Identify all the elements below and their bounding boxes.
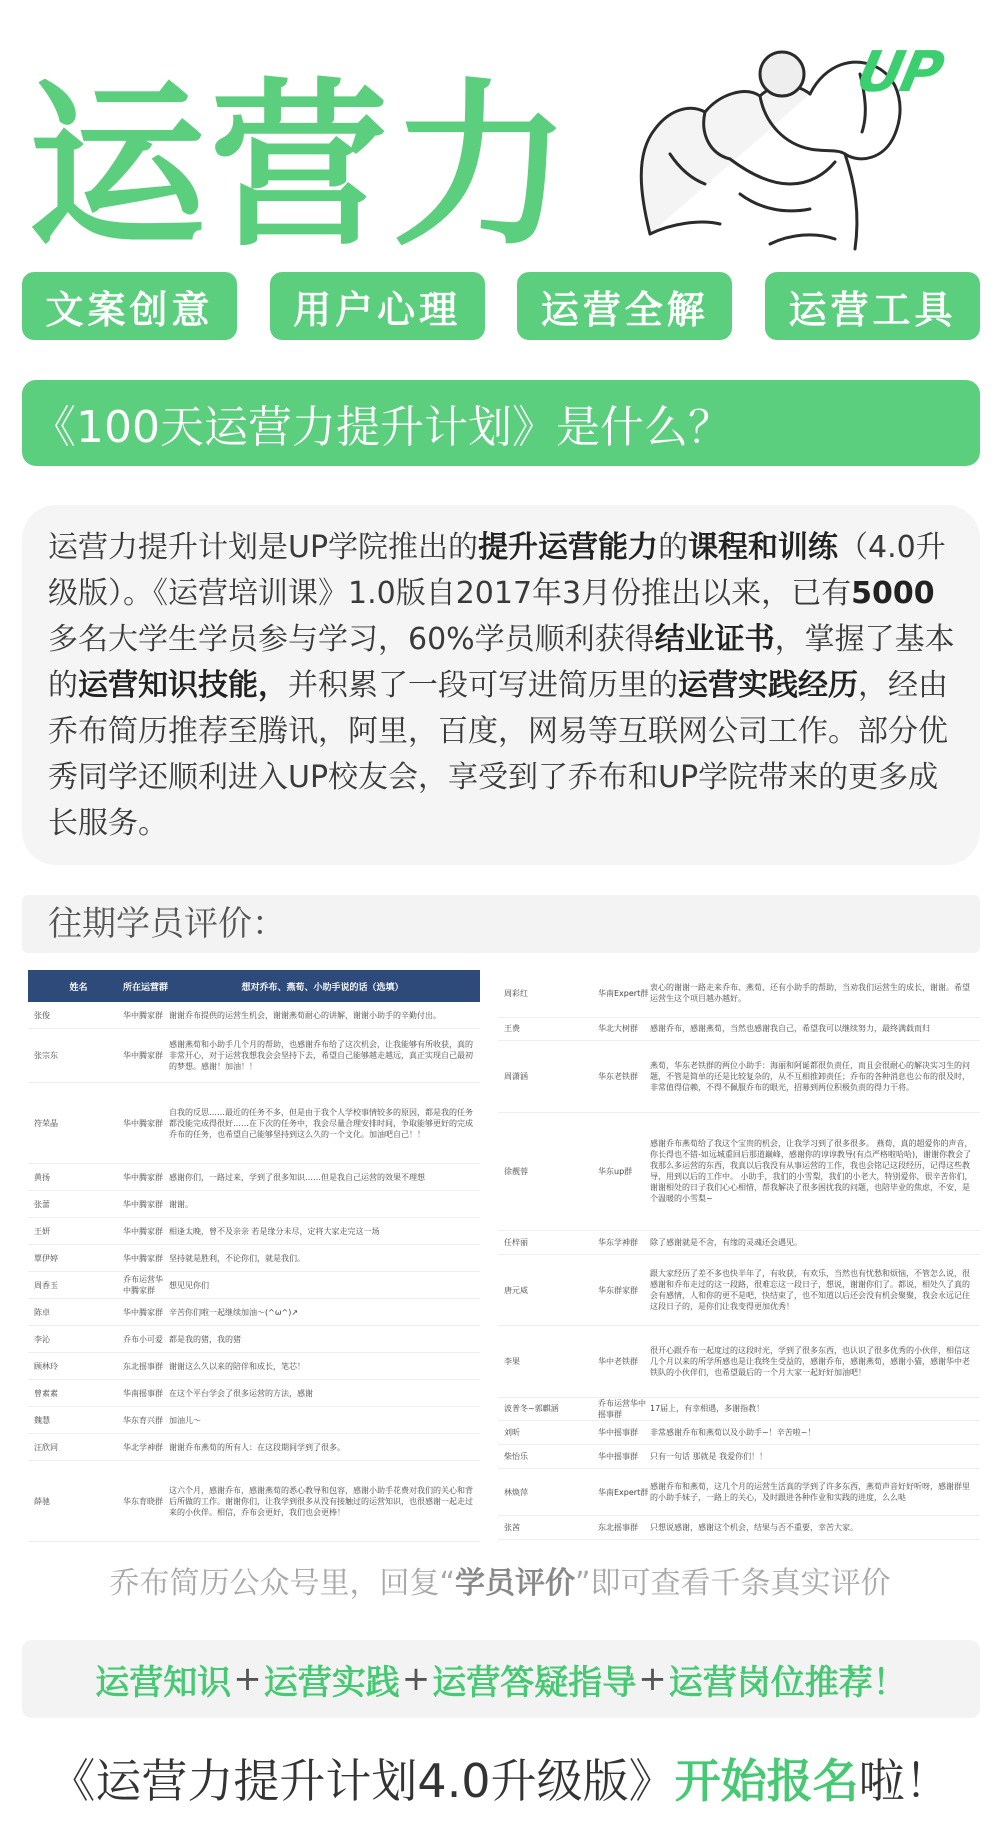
review-message: 感谢你们，一路过来，学到了很多知识……但是我自己运营的效果不理想 <box>169 1172 425 1182</box>
table-row <box>498 1469 980 1517</box>
table-row <box>28 1272 480 1299</box>
intro-text-segment: （4.0升级版）。《运营培训课》1.0版自2017年3月份推出以来，已有 <box>48 530 946 611</box>
review-name: 王费 <box>504 1024 520 1034</box>
review-message: 感谢乔布燕荀给了我这个宝贵的机会，让我学习到了很多很多。 燕荀，真的超爱你的声音，你长得也不错-如远城重回后那道巅峰，感谢你的谆谆教导(有点严格啦哈哈)，谢谢你教会了我那么多运营的东西，我真以后我没有从事运营的工作，我也会铭记这段经历，记得这些教导，用到以后的工作中。 小助手，我们的小雪梨，我们的小老大，特别爱你，很辛苦你们，谢谢相处的日子我们心心相惜，帮我解决了很多困扰我的问题，也陪毕业的焦虑，不安，是个温暖的小雪梨~ <box>650 1139 973 1204</box>
review-name: 周彩红 <box>504 988 528 998</box>
review-group: 华南摇事群 <box>123 1388 163 1398</box>
table-row <box>28 1326 480 1353</box>
table-row <box>28 1218 480 1245</box>
table-row <box>498 1326 980 1397</box>
tag-copywriting: 文案创意 <box>22 272 237 340</box>
review-message: 感谢燕荀和小助手几个月的帮助，也感谢乔布给了这次机会，让我能够有所收获，真的非常开心，对于运营我想我会会坚持下去，希望自己能够越走越远，真正实现自己最初的梦想。感谢！加油！！ <box>169 1040 473 1071</box>
feature-separator: + <box>233 1659 262 1699</box>
review-name: 李果 <box>504 1356 520 1366</box>
review-group: 乔布小可爱 <box>123 1334 163 1344</box>
feature-job-referral: 运营岗位推荐！ <box>668 1662 907 1703</box>
review-message: 谢谢乔布提供的运营生机会，谢谢燕荀耐心的讲解，谢谢小助手的辛勤付出。 <box>169 1010 441 1020</box>
review-name: 林焕萍 <box>504 1487 528 1497</box>
review-name: 曾素素 <box>34 1388 58 1398</box>
review-group: 华东学神群 <box>598 1238 638 1248</box>
up-logo: UP <box>851 40 948 105</box>
table-row <box>28 1245 480 1272</box>
review-group: 华北大树群 <box>598 1024 638 1034</box>
header-name: 姓名 <box>69 982 88 993</box>
review-message: 感谢乔布和燕荀，这几个月的运营生活真的学到了许多东西，燕荀声音好好听呀，感谢群里的小助手妹子，一路上的关心，及时跟进各种作业和实践的进度，么么哒 <box>650 1482 970 1502</box>
intro-bold-segment: 课程和训练 <box>688 530 839 565</box>
review-group: 华中腾家群 <box>123 1172 163 1182</box>
feature-separator: + <box>638 1659 667 1699</box>
table-row <box>28 1461 480 1542</box>
review-name: 唐元威 <box>504 1285 528 1295</box>
review-name: 柴怡乐 <box>504 1451 528 1461</box>
intro-text-segment: 运营力提升计划是UP学院推出的 <box>48 530 479 565</box>
review-group: 东北摇事群 <box>123 1361 163 1371</box>
review-message: 谢谢这么久以来的陪伴和成长，笔芯！ <box>169 1361 305 1371</box>
review-name: 刘昕 <box>504 1428 520 1438</box>
closing-line <box>0 1745 1000 1811</box>
intro-bold-segment: 运营知识技能， <box>78 668 288 703</box>
review-message: 只有一句话 那就是 我爱你们！！ <box>650 1451 768 1461</box>
review-message: 感谢乔布，感谢燕荀，当然也感谢我自己，希望我可以继续努力，最终满载而归 <box>650 1024 930 1034</box>
table-row <box>498 1018 980 1042</box>
header-group: 所在运营群 <box>123 982 169 993</box>
table-row <box>28 1380 480 1407</box>
review-name: 周香玉 <box>34 1280 58 1290</box>
review-group: 华中摇事群 <box>598 1428 638 1438</box>
intro-bold-segment: 5000 <box>851 576 935 611</box>
review-name: 汪欣同 <box>34 1442 58 1452</box>
wechat-note-keyword: 学员评价 <box>455 1566 575 1601</box>
review-name: 薛驰 <box>34 1496 50 1506</box>
review-group: 华东up群 <box>598 1166 633 1176</box>
review-group: 华中腾家群 <box>123 1051 163 1060</box>
review-message: 谢谢乔布燕荀的所有人：在这段期间学到了很多。 <box>169 1442 345 1452</box>
review-name: 徐靓蓉 <box>504 1166 528 1176</box>
review-name: 符荣晶 <box>34 1118 58 1128</box>
review-name: 王妍 <box>34 1226 50 1236</box>
feature-practice: 运营实践 <box>263 1662 400 1703</box>
wechat-note <box>0 1558 1000 1602</box>
reviews-rows-left <box>28 1002 480 1542</box>
review-group: 华中老铁群 <box>598 1356 638 1366</box>
review-group: 华中腾家群 <box>123 1253 163 1263</box>
table-row <box>498 1516 980 1540</box>
review-group: 华东育晓群 <box>123 1496 163 1506</box>
table-row <box>28 1434 480 1461</box>
review-message: 想见见你们 <box>169 1280 209 1290</box>
closing-text: 《运营力提升计划4.0升级版》 <box>49 1754 675 1808</box>
review-message: 都是我的猪，我的猪 <box>169 1334 241 1344</box>
review-message: 只想说感谢，感谢这个机会，结果与否不重要，幸苦大家。 <box>650 1523 858 1533</box>
review-name: 波普冬~郭麒涵 <box>504 1404 559 1414</box>
topic-tags <box>22 272 980 340</box>
feature-knowledge: 运营知识 <box>95 1662 232 1703</box>
review-message: 17届上，有幸相遇，多谢指教！ <box>650 1404 765 1414</box>
reviews-column-right <box>498 970 980 1540</box>
intro-text-segment: ，经由乔布简历推荐至腾讯，阿里，百度，网易等互联网公司工作。部分优秀同学还顺利进入UP校友会，享受到了乔布和UP学院带来的更多成长服务。 <box>48 668 948 841</box>
review-group: 华南Expert群 <box>598 988 649 998</box>
tag-operations-overview: 运营全解 <box>517 272 732 340</box>
review-group: 华东育兴群 <box>123 1415 163 1425</box>
reviews-table-header <box>28 970 480 1002</box>
review-name: 覃伊婷 <box>34 1253 58 1263</box>
reviews-table <box>28 970 980 1550</box>
feature-qa-guidance: 运营答疑指导 <box>432 1662 637 1703</box>
review-group: 华中腾家群 <box>123 1118 163 1128</box>
review-message: 加油儿～ <box>169 1415 201 1425</box>
table-row <box>28 1002 480 1029</box>
reviews-heading: 往期学员评价： <box>22 895 980 953</box>
table-row <box>498 1398 980 1422</box>
intro-bold-segment: 运营实践经历 <box>678 668 858 703</box>
review-name: 魏慧 <box>34 1415 50 1425</box>
review-name: 张俊 <box>34 1010 50 1020</box>
review-group: 华北学神群 <box>123 1442 163 1452</box>
review-group: 乔布运营华中摇事群 <box>598 1398 646 1419</box>
features-bar <box>22 1640 980 1718</box>
table-row <box>498 1041 980 1112</box>
table-row <box>28 1191 480 1218</box>
review-name: 任梓丽 <box>504 1238 528 1248</box>
review-name: 顾林玲 <box>34 1361 58 1371</box>
tag-operations-tools: 运营工具 <box>765 272 980 340</box>
table-row <box>28 1299 480 1326</box>
table-row <box>498 970 980 1018</box>
table-row <box>28 1407 480 1434</box>
intro-bold-segment: 结业证书 <box>654 622 775 657</box>
reviews-column-left <box>28 970 480 1542</box>
review-name: 张蕾 <box>34 1199 50 1209</box>
review-message: 衷心的谢谢一路走来乔布、燕荀、还有小助手的帮助，当劝我们运营生的成长，谢谢。希望运营生这个项目越办越好。 <box>650 983 970 1004</box>
intro-text <box>22 505 980 865</box>
review-group: 东北摇事群 <box>598 1523 638 1533</box>
intro-text-segment: 并积累了一段可写进简历里的 <box>288 668 678 703</box>
wechat-note-text: 乔布简历公众号里，回复“ <box>109 1566 455 1601</box>
review-message: 除了感谢就是不舍，有缘的灵魂还会遇见。 <box>650 1238 802 1248</box>
intro-bold-segment: 提升运营能力 <box>478 530 659 565</box>
review-message: 坚持就是胜利，不论你们，就是我们。 <box>169 1253 305 1263</box>
table-row <box>28 1029 480 1083</box>
intro-text-segment: 的 <box>658 530 689 565</box>
review-message: 跟大家经历了差不多也快半年了，有收获，有欢乐，当然也有忧愁和烦恼，不管怎么说，很感谢和乔布走过的这一段路，很难忘这一段日子，想说，谢谢你们了。都说，相处久了真的会有感情，人和你的更不是吧，快结束了，也不知道以后还会没有机会聚聚，我会永远记住这段日子的，是你们让我变得更加优秀！ <box>650 1269 970 1312</box>
intro-text-segment: ，掌握了基本的 <box>48 622 955 703</box>
tag-user-psychology: 用户心理 <box>270 272 485 340</box>
table-row <box>498 1113 980 1232</box>
review-name: 周潇涵 <box>504 1071 528 1081</box>
review-group: 华中腾家群 <box>123 1199 163 1209</box>
closing-highlight: 开始报名 <box>674 1754 859 1808</box>
reviews-rows-right <box>498 970 980 1540</box>
review-name: 张宗东 <box>34 1051 58 1060</box>
review-group: 华中腾家群 <box>123 1226 163 1236</box>
review-message: 很开心跟乔布一起度过的这段时光，学到了很多东西，也认识了很多优秀的小伙伴，相信这几个月以来的所学所感也是让我终生受益的，感谢乔布，感谢燕荀，感谢小猫，感谢华中老铁队的小伙伴们，也希望最后的一个月大家一起好好加油吧！ <box>650 1345 970 1377</box>
intro-text-segment: 多名大学生学员参与学习，60%学员顺利获得 <box>48 622 655 657</box>
review-group: 乔布运营华中腾家群 <box>123 1275 163 1295</box>
review-message: 燕荀，华东老铁群的两位小助手：海丽和阿诞都很负责任，而且会很耐心的解决实习生的问题，不管是简单的还是比较复杂的，从不互相推卸责任；乔布的各种消息也公布的很及时，非常值得信赖，不得不佩服乔布的眼光，招募到两位积极负责的得力干将。 <box>650 1060 970 1092</box>
review-group: 华南Expert群 <box>598 1487 649 1497</box>
review-group: 华中摇事群 <box>598 1451 638 1461</box>
wechat-note-text: ”即可查看千条真实评价 <box>575 1566 891 1601</box>
review-group: 华中腾家群 <box>123 1010 163 1020</box>
header-message: 想对乔布、燕荀、小助手说的话（选填） <box>241 982 404 993</box>
table-row <box>498 1255 980 1326</box>
section-banner: 《100天运营力提升计划》是什么？ <box>22 380 980 466</box>
closing-text: 啦！ <box>858 1754 951 1808</box>
feature-separator: + <box>401 1659 431 1699</box>
review-name: 黄扬 <box>34 1172 50 1182</box>
table-row <box>28 1083 480 1164</box>
review-name: 李沁 <box>34 1334 50 1344</box>
review-message: 谢谢。 <box>169 1199 193 1209</box>
review-group: 华东群家群 <box>598 1285 638 1295</box>
review-name: 陈卓 <box>34 1307 50 1317</box>
table-row <box>498 1231 980 1255</box>
review-message: 在这个平台学会了很多运营的方法，感谢 <box>169 1388 313 1398</box>
review-group: 华中腾家群 <box>123 1307 163 1317</box>
hero-title: 运营力 <box>28 63 574 270</box>
review-name: 张茜 <box>504 1523 520 1533</box>
table-row <box>28 1353 480 1380</box>
table-row <box>498 1445 980 1469</box>
review-message: 相逢太晚，曾不及亲亲 若是缘分未尽，定将大家走完这一场 <box>169 1226 380 1236</box>
table-row <box>28 1164 480 1191</box>
review-message: 自我的反思……最近的任务不多，但是由于我个人学校事情较多的原因，都是我的任务都没能完成得很好……在下次的任务中，我会尽量合理安排时间，争取能够更好的完成乔布的任务，也希望自己能够坚持到这么久的一个文化。加油吧自己！！ <box>169 1107 473 1139</box>
table-row <box>498 1421 980 1445</box>
review-message: 辛苦你们啦一起继续加油～(^ω^)↗ <box>169 1307 299 1317</box>
review-message: 非常感谢乔布和燕荀以及小助手~！辛苦啦~！ <box>650 1428 816 1438</box>
review-group: 华东老铁群 <box>598 1071 638 1081</box>
review-message: 这六个月，感谢乔布，感谢燕荀的悉心教导和包容，感谢小助手花费对我们的关心和背后所做的工作。谢谢你们，让我学到很多从没有接触过的运营知识，也很感谢一起走过来的小伙伴。相信，乔布会更好，我们也会更棒！ <box>169 1485 473 1517</box>
